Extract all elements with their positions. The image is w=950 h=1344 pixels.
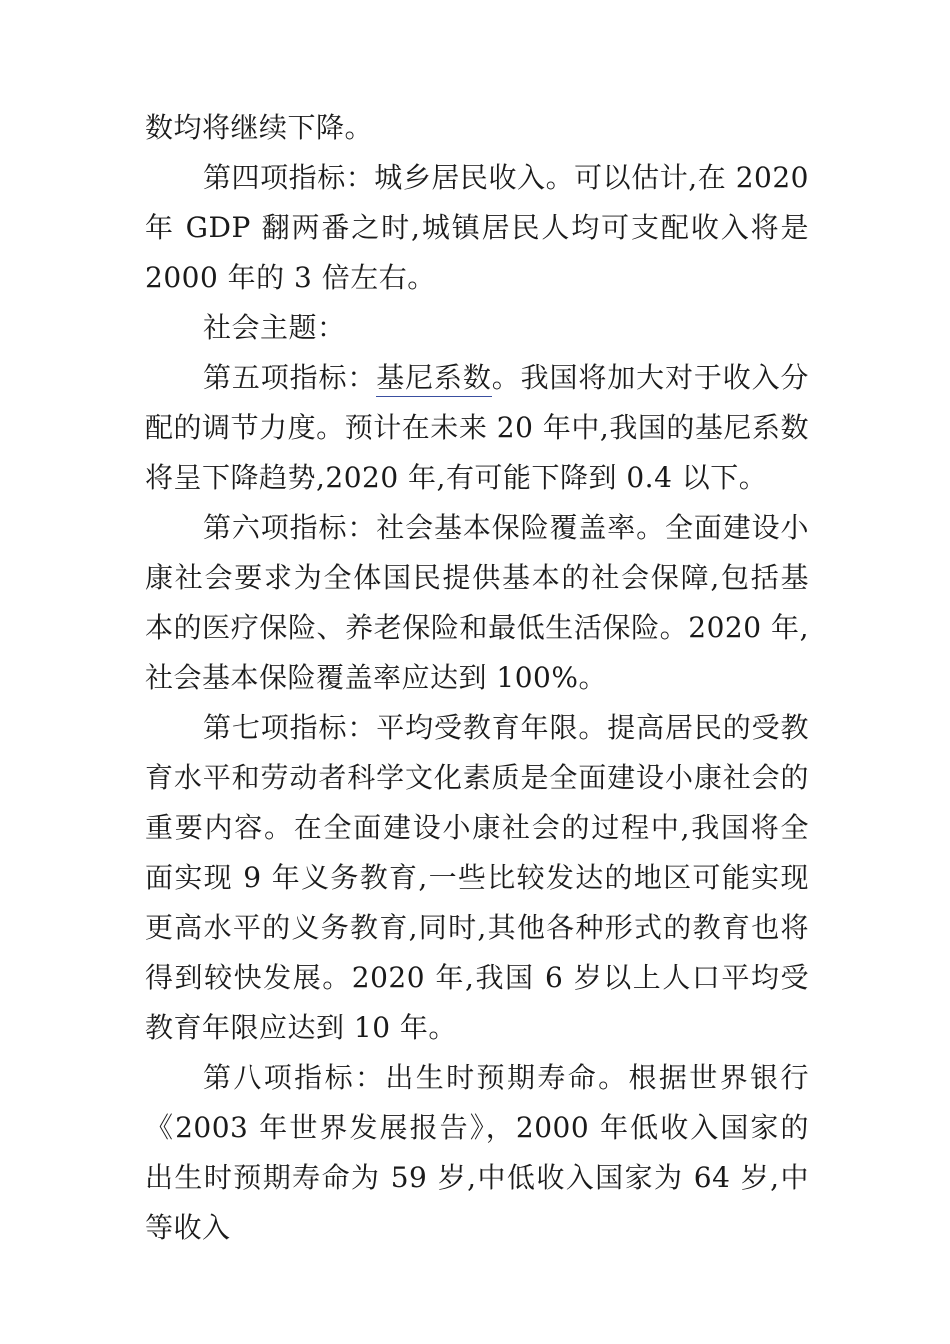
paragraph-indicator-6: 第六项指标：社会基本保险覆盖率。全面建设小康社会要求为全体国民提供基本的社会保障,包括基本的医疗保险、养老保险和最低生活保险。2020 年,社会基本保险覆盖率应达到 100%。 bbox=[145, 511, 809, 694]
paragraph-indicator-8: 第八项指标：出生时预期寿命。根据世界银行《2003 年世界发展报告》，2000 年低收入国家的出生时预期寿命为 59 岁,中低收入国家为 64 岁,中等收入 bbox=[145, 1061, 809, 1244]
indicator-5-suffix: 。我国将加大对于收入分配的调节力度。预计在未来 20 年中,我国的基尼系数将呈下降趋势,2020 年,有可能下降到 0.4 以下。 bbox=[145, 361, 809, 494]
paragraph-continuation: 数均将继续下降。 bbox=[145, 111, 374, 144]
paragraph-social-theme: 社会主题： bbox=[203, 311, 346, 344]
paragraph-indicator-5 bbox=[145, 353, 809, 503]
gini-coefficient-link[interactable]: 基尼系数 bbox=[376, 361, 492, 397]
paragraph-indicator-7: 第七项指标：平均受教育年限。提高居民的受教育水平和劳动者科学文化素质是全面建设小康社会的重要内容。在全面建设小康社会的过程中,我国将全面实现 9 年义务教育,一些比较发达的地区可能实现更高水平的义务教育,同时,其他各种形式的教育也将得到较快发展。2020 年,我国 6 岁以上人口平均受教育年限应达到 10 年。 bbox=[145, 711, 809, 1044]
indicator-5-prefix: 第五项指标： bbox=[203, 361, 377, 394]
document-body bbox=[145, 103, 809, 1253]
paragraph-indicator-4: 第四项指标：城乡居民收入。可以估计,在 2020 年 GDP 翻两番之时,城镇居民人均可支配收入将是 2000 年的 3 倍左右。 bbox=[145, 161, 809, 294]
